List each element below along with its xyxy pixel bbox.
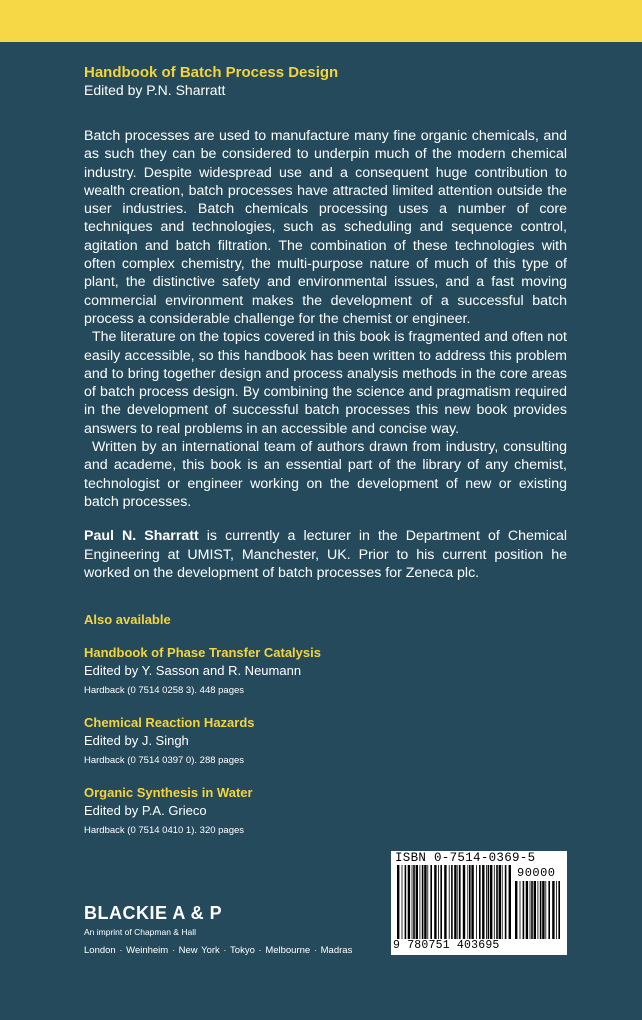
isbn-number: ISBN 0-7514-0369-5 [395, 851, 536, 865]
barcode-bar [422, 865, 424, 939]
barcode-bar [540, 881, 542, 939]
book-editor: Edited by P.N. Sharratt [84, 82, 226, 98]
author-bio-text: is currently a lecturer in the Department of Chemical Engineering at UMIST, Manchester, UK. Prior to his current position he worked on the development of batch processes for Zeneca plc. [84, 528, 567, 581]
barcode-bar [505, 865, 507, 939]
barcode-bar [534, 881, 536, 939]
related-book-title: Organic Synthesis in Water [84, 785, 253, 801]
barcode-bar [542, 881, 544, 939]
related-book-title: Handbook of Phase Transfer Catalysis [84, 645, 321, 661]
barcode-bar [413, 865, 415, 939]
back-cover-text [84, 64, 567, 837]
related-book [84, 715, 567, 767]
barcode-bar [482, 865, 484, 939]
barcode-bar [463, 865, 465, 939]
barcode-bar [526, 881, 528, 939]
barcode-bar [509, 865, 511, 939]
barcode-bar [467, 865, 468, 939]
barcode-bar [531, 881, 533, 939]
addon-barcode-bars [515, 881, 563, 939]
barcode-bar [476, 865, 477, 939]
related-book [84, 645, 567, 697]
barcode-bar [502, 865, 503, 939]
related-book-details: Hardback (0 7514 0258 3). 448 pages [84, 685, 245, 697]
barcode-bar [558, 881, 560, 939]
description-paragraph-3: Written by an international team of authors drawn from industry, consulting and academe, this book is an essential part of the library of any chemist, technologist or engineer working on the development of new or existing batch processes. [84, 439, 567, 510]
barcode-bar [412, 865, 413, 939]
barcode-bar [548, 881, 550, 939]
barcode-bar [520, 881, 521, 939]
barcode-bar [427, 865, 428, 939]
top-color-band [0, 0, 642, 42]
description-paragraph-2: The literature on the topics covered in this book is fragmented and often not easily accessible, so this handbook has been written to address this problem and to bring together design and process analysis methods in the core areas of batch process design. By combining the science and pragmatism required in the development of successful batch processes this new book provides answers to real problems in an accessible and concise way. [84, 329, 567, 437]
isbn-barcode [391, 851, 567, 955]
barcode-bar [397, 865, 399, 939]
barcode-bar [434, 865, 436, 939]
barcode-bar [454, 865, 456, 939]
related-book-editors: Edited by Y. Sasson and R. Neumann [84, 663, 302, 679]
barcode-bar [494, 865, 495, 939]
book-title: Handbook of Batch Process Design [84, 64, 339, 81]
barcode-bar [545, 881, 546, 939]
publisher-block [84, 903, 352, 956]
barcode-bar [486, 865, 487, 939]
publisher-imprint: An imprint of Chapman & Hall [84, 927, 196, 937]
barcode-bar [438, 865, 439, 939]
barcode-bars [397, 865, 513, 939]
related-book-title: Chemical Reaction Hazards [84, 715, 255, 731]
related-book-details: Hardback (0 7514 0410 1). 320 pages [84, 825, 245, 837]
related-book-details: Hardback (0 7514 0397 0). 288 pages [84, 755, 245, 767]
barcode-bar [424, 865, 426, 939]
barcode-bar [457, 865, 458, 939]
author-bio [84, 527, 567, 582]
barcode-bar [496, 865, 498, 939]
barcode-bar [402, 865, 403, 939]
barcode-bar [405, 865, 407, 939]
barcode-bar [449, 865, 450, 939]
barcode-bar [471, 865, 473, 939]
barcode-bar [523, 881, 525, 939]
barcode-bar [479, 865, 481, 939]
barcode-bar [416, 865, 418, 939]
related-book-editors: Edited by P.A. Grieco [84, 803, 207, 819]
barcode-bar [530, 881, 531, 939]
price-code: 90000 [517, 866, 556, 880]
publisher-name: BLACKIE A & P [84, 903, 223, 923]
barcode-bar [459, 865, 461, 939]
barcode-bar [420, 865, 421, 939]
barcode-bar [556, 881, 557, 939]
description [84, 127, 567, 511]
author-name: Paul N. Sharratt [84, 528, 199, 545]
barcode-bar [430, 865, 432, 939]
ean-number: 9 780751 403695 [393, 939, 500, 952]
barcode-bar [499, 865, 501, 939]
also-available-heading: Also available [84, 612, 171, 628]
barcode-bar [451, 865, 453, 939]
barcode-bar [538, 881, 539, 939]
barcode-bar [408, 865, 410, 939]
barcode-bar [515, 881, 517, 939]
barcode-bar [488, 865, 490, 939]
description-paragraph-1: Batch processes are used to manufacture many fine organic chemicals, and as such they can be considered to underpin much of the modern chemical industry. Despite widespread use and a consequent huge contribution to wealth creation, batch processes have attracted limited attention outside the user industries. Batch chemicals processing uses a number of core techniques and technologies, such as scheduling and sequence control, agitation and batch filtration. The combination of these technologies with often complex chemistry, the multi-purpose nature of much of this type of plant, the distinctive safety and environmental issues, and a fast moving commercial environment makes the development of a successful batch process a considerable challenge for the chemist or engineer. [84, 128, 567, 327]
related-book [84, 785, 567, 837]
barcode-bar [444, 865, 446, 939]
related-book-editors: Edited by J. Singh [84, 733, 189, 749]
barcode-bar [469, 865, 471, 939]
barcode-bar [552, 881, 554, 939]
barcode-bar [440, 865, 442, 939]
barcode-bar [490, 865, 492, 939]
publisher-cities: London · Weinheim · New York · Tokyo · Melbourne · Madras [84, 945, 353, 956]
